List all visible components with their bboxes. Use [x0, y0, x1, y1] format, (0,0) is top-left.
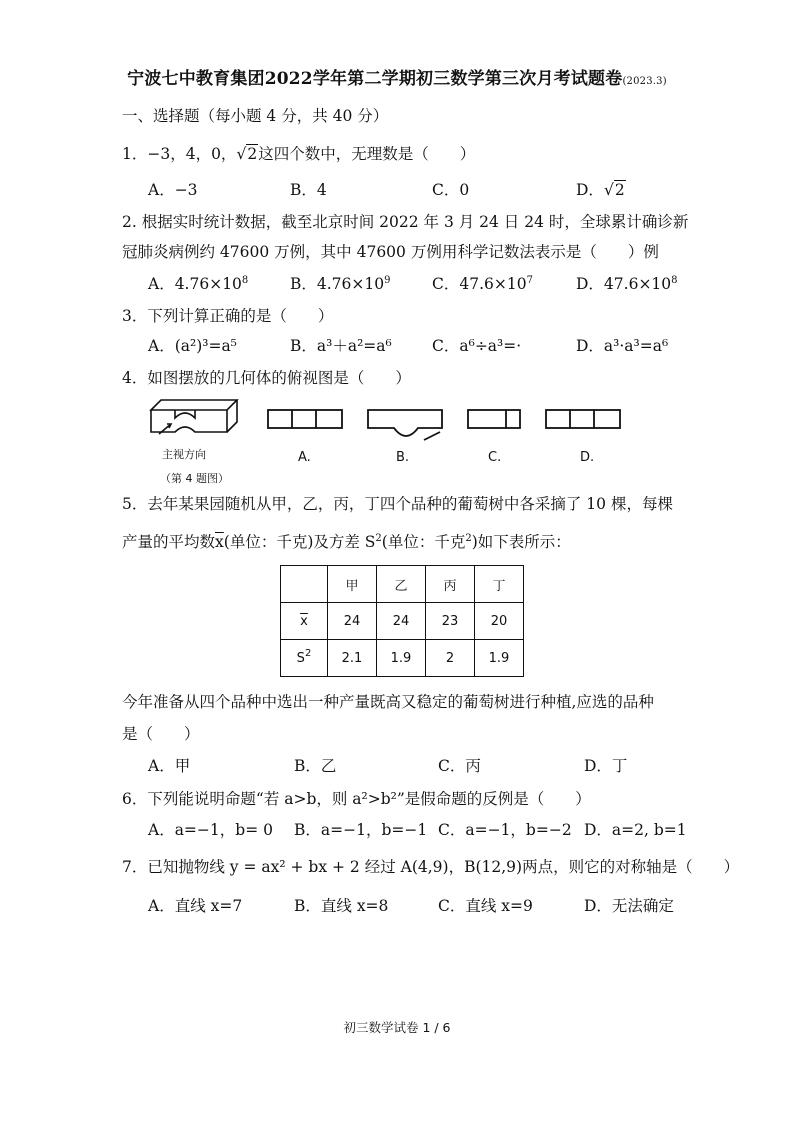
- table-header-cell: 丁: [475, 566, 524, 603]
- question-4: 4．如图摆放的几何体的俯视图是（ ）: [122, 369, 411, 387]
- section-heading: 一、选择题（每小题 4 分，共 40 分）: [122, 107, 389, 125]
- q3-option-d: D．a³·a³=a⁶: [576, 337, 669, 355]
- question-5-line-4: 是（ ）: [122, 725, 200, 743]
- q1-option-b: B．4: [290, 181, 327, 199]
- question-2-line-1: 2. 根据实时统计数据，截至北京时间 2022 年 3 月 24 日 24 时，全球累计确诊新: [122, 213, 689, 231]
- q3-option-c: C．a⁶÷a³=·: [432, 337, 522, 355]
- q3-option-a: A．(a²)³=a⁵: [148, 337, 237, 355]
- row-label-variance: $S^2$: [281, 640, 328, 677]
- table-cell: 24: [377, 603, 426, 640]
- page-footer: 初三数学试卷 1 / 6: [343, 1020, 451, 1035]
- row-label-mean: $\overline{x}$: [281, 603, 328, 640]
- table-header-cell: 乙: [377, 566, 426, 603]
- table-cell: [281, 566, 328, 603]
- q1-option-a: A．−3: [148, 181, 198, 199]
- q7-option-c: C．直线 x=9: [438, 897, 533, 915]
- q1-option-d: D．√2: [576, 181, 625, 199]
- option-c-figure: [466, 408, 526, 432]
- q5-option-b: B．乙: [294, 757, 337, 775]
- data-table: [280, 565, 524, 677]
- q1-option-c: C．0: [432, 181, 470, 199]
- question-6: 6．下列能说明命题“若 a>b，则 a²>b²”是假命题的反例是（ ）: [122, 790, 591, 808]
- q2-option-d: D．$47.6\times 10^8$: [576, 275, 678, 293]
- question-1: 1．−3，4，0，√2这四个数中，无理数是（ ）: [122, 145, 476, 163]
- table-cell: 23: [426, 603, 475, 640]
- question-7: 7．已知抛物线 y = ax² + bx + 2 经过 A(4,9)，B(12,9)两点，则它的对称轴是（ ）: [122, 858, 740, 876]
- table-row: [281, 640, 524, 677]
- question-5-line-2: 产量的平均数$\overline{x}$(单位：千克)及方差 $S^2$(单位：千克$^2$)如下表所示：: [122, 533, 571, 551]
- table-row: [281, 603, 524, 640]
- option-a-figure: [266, 408, 346, 432]
- solid-figure: [145, 394, 245, 442]
- q2-option-c: C．$47.6\times 10^7$: [432, 275, 533, 293]
- table-cell: 2.1: [328, 640, 377, 677]
- table-cell: 1.9: [377, 640, 426, 677]
- question-5-line-3: 今年准备从四个品种中选出一种产量既高又稳定的葡萄树进行种植,应选的品种: [122, 693, 654, 711]
- view-direction-label: 主视方向: [162, 448, 206, 461]
- table-header-cell: 甲: [328, 566, 377, 603]
- q5-option-c: C．丙: [438, 757, 481, 775]
- q6-option-c: C．a=−1，b=−2: [438, 821, 572, 839]
- question-3: 3．下列计算正确的是（ ）: [122, 307, 334, 325]
- figure-caption: （第 4 题图）: [160, 472, 229, 485]
- question-5-line-1: 5．去年某果园随机从甲，乙，丙，丁四个品种的葡萄树中各采摘了 10 棵，每棵: [122, 495, 673, 513]
- table-header-cell: 丙: [426, 566, 475, 603]
- question-2-line-2: 冠肺炎病例约 47600 万例，其中 47600 万例用科学记数法表示是（ ）例: [122, 243, 659, 261]
- q7-option-b: B．直线 x=8: [294, 897, 389, 915]
- q2-option-a: A．$4.76\times 10^8$: [148, 275, 249, 293]
- q6-option-a: A．a=−1，b= 0: [148, 821, 273, 839]
- q5-option-d: D．丁: [584, 757, 628, 775]
- option-b-figure: [366, 408, 446, 444]
- table-header-row: [281, 566, 524, 603]
- q2-option-b: B．$4.76\times 10^9$: [290, 275, 391, 293]
- q5-option-a: A．甲: [148, 757, 191, 775]
- table-cell: 1.9: [475, 640, 524, 677]
- q7-option-a: A．直线 x=7: [148, 897, 243, 915]
- fig-label-a: A.: [298, 450, 311, 465]
- exam-title: 宁波七中教育集团2022学年第二学期初三数学第三次月考试题卷(2023.3): [127, 69, 667, 89]
- fig-label-c: C.: [488, 450, 502, 465]
- fig-label-b: B.: [396, 450, 410, 465]
- table-cell: 24: [328, 603, 377, 640]
- exam-date: (2023.3): [622, 76, 667, 87]
- option-d-figure: [544, 408, 624, 432]
- sqrt-symbol: √2: [236, 145, 258, 163]
- q7-option-d: D．无法确定: [584, 897, 674, 915]
- table-cell: 20: [475, 603, 524, 640]
- fig-label-d: D.: [580, 450, 595, 465]
- q6-option-b: B．a=−1，b=−1: [294, 821, 428, 839]
- q3-option-b: B．a³＋a²=a⁶: [290, 337, 392, 355]
- table-cell: 2: [426, 640, 475, 677]
- q6-option-d: D．a=2, b=1: [584, 821, 687, 839]
